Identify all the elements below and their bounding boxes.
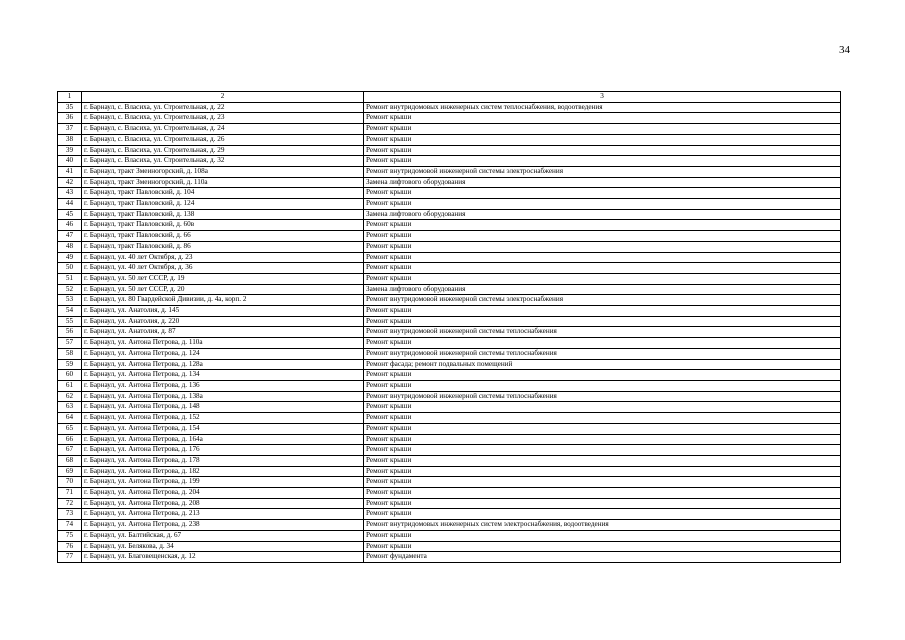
work-type-cell: Ремонт крыши bbox=[364, 370, 841, 381]
work-type-cell: Ремонт крыши bbox=[364, 145, 841, 156]
row-number-cell: 68 bbox=[58, 455, 82, 466]
work-type-cell: Ремонт крыши bbox=[364, 199, 841, 210]
work-type-cell: Ремонт фундамента bbox=[364, 552, 841, 563]
work-type-cell: Ремонт крыши bbox=[364, 306, 841, 317]
row-number-cell: 66 bbox=[58, 434, 82, 445]
table-row bbox=[58, 445, 841, 456]
row-number-cell: 48 bbox=[58, 241, 82, 252]
row-number-cell: 49 bbox=[58, 252, 82, 263]
row-number-cell: 73 bbox=[58, 509, 82, 520]
work-type-cell: Ремонт крыши bbox=[364, 509, 841, 520]
work-type-cell: Ремонт внутридомовой инженерной системы теплоснабжения bbox=[364, 327, 841, 338]
work-type-cell: Ремонт крыши bbox=[364, 316, 841, 327]
row-number-cell: 54 bbox=[58, 306, 82, 317]
address-cell: г. Барнаул, ул. Антона Петрова, д. 213 bbox=[82, 509, 364, 520]
work-type-cell: Ремонт внутридомовых инженерных систем электроснабжения, водоотведения bbox=[364, 520, 841, 531]
row-number-cell: 58 bbox=[58, 348, 82, 359]
address-cell: г. Барнаул, ул. Анатолия, д. 87 bbox=[82, 327, 364, 338]
table-body bbox=[58, 102, 841, 562]
address-cell: г. Барнаул, ул. 40 лет Октября, д. 36 bbox=[82, 263, 364, 274]
address-cell: г. Барнаул, ул. 50 лет СССР, д. 20 bbox=[82, 284, 364, 295]
address-cell: г. Барнаул, тракт Павловский, д. 104 bbox=[82, 188, 364, 199]
work-type-cell: Ремонт крыши bbox=[364, 498, 841, 509]
work-type-cell: Ремонт крыши bbox=[364, 188, 841, 199]
column-number-3: 3 bbox=[364, 92, 841, 103]
table-row bbox=[58, 338, 841, 349]
table-row bbox=[58, 124, 841, 135]
row-number-cell: 76 bbox=[58, 541, 82, 552]
row-number-cell: 46 bbox=[58, 220, 82, 231]
row-number-cell: 52 bbox=[58, 284, 82, 295]
table-row bbox=[58, 509, 841, 520]
address-cell: г. Барнаул, ул. Антона Петрова, д. 176 bbox=[82, 445, 364, 456]
address-cell: г. Барнаул, ул. Антона Петрова, д. 124 bbox=[82, 348, 364, 359]
address-cell: г. Барнаул, с. Власиха, ул. Строительная, д. 24 bbox=[82, 124, 364, 135]
address-cell: г. Барнаул, ул. 40 лет Октября, д. 23 bbox=[82, 252, 364, 263]
work-type-cell: Ремонт крыши bbox=[364, 338, 841, 349]
row-number-cell: 39 bbox=[58, 145, 82, 156]
row-number-cell: 41 bbox=[58, 166, 82, 177]
address-cell: г. Барнаул, ул. 80 Гвардейской Дивизии, д. 4а, корп. 2 bbox=[82, 295, 364, 306]
work-type-cell: Ремонт крыши bbox=[364, 134, 841, 145]
work-type-cell: Ремонт крыши bbox=[364, 413, 841, 424]
row-number-cell: 72 bbox=[58, 498, 82, 509]
work-type-cell: Ремонт крыши bbox=[364, 241, 841, 252]
row-number-cell: 35 bbox=[58, 102, 82, 113]
row-number-cell: 75 bbox=[58, 530, 82, 541]
row-number-cell: 57 bbox=[58, 338, 82, 349]
work-type-cell: Ремонт крыши bbox=[364, 252, 841, 263]
row-number-cell: 47 bbox=[58, 231, 82, 242]
table-row bbox=[58, 423, 841, 434]
address-cell: г. Барнаул, ул. Антона Петрова, д. 164а bbox=[82, 434, 364, 445]
work-type-cell: Ремонт фасада; ремонт подвальных помещений bbox=[364, 359, 841, 370]
table-row bbox=[58, 231, 841, 242]
row-number-cell: 43 bbox=[58, 188, 82, 199]
row-number-cell: 50 bbox=[58, 263, 82, 274]
address-cell: г. Барнаул, тракт Павловский, д. 124 bbox=[82, 199, 364, 210]
address-cell: г. Барнаул, с. Власиха, ул. Строительная, д. 29 bbox=[82, 145, 364, 156]
work-type-cell: Ремонт внутридомовой инженерной системы электроснабжения bbox=[364, 166, 841, 177]
table-row bbox=[58, 455, 841, 466]
work-type-cell: Ремонт крыши bbox=[364, 220, 841, 231]
address-cell: г. Барнаул, ул. Антона Петрова, д. 110а bbox=[82, 338, 364, 349]
table-row bbox=[58, 316, 841, 327]
table-row bbox=[58, 306, 841, 317]
work-type-cell: Ремонт крыши bbox=[364, 402, 841, 413]
work-type-cell: Ремонт крыши bbox=[364, 477, 841, 488]
address-cell: г. Барнаул, ул. Антона Петрова, д. 148 bbox=[82, 402, 364, 413]
work-type-cell: Ремонт внутридомовой инженерной системы электроснабжения bbox=[364, 295, 841, 306]
work-type-cell: Ремонт крыши bbox=[364, 263, 841, 274]
row-number-cell: 36 bbox=[58, 113, 82, 124]
address-cell: г. Барнаул, ул. Балтийская, д. 67 bbox=[82, 530, 364, 541]
table-row bbox=[58, 188, 841, 199]
address-cell: г. Барнаул, ул. Благовещенская, д. 12 bbox=[82, 552, 364, 563]
address-cell: г. Барнаул, ул. Антона Петрова, д. 182 bbox=[82, 466, 364, 477]
table-row bbox=[58, 241, 841, 252]
address-cell: г. Барнаул, тракт Павловский, д. 66 bbox=[82, 231, 364, 242]
row-number-cell: 65 bbox=[58, 423, 82, 434]
row-number-cell: 67 bbox=[58, 445, 82, 456]
table-row bbox=[58, 252, 841, 263]
row-number-cell: 44 bbox=[58, 199, 82, 210]
table-row bbox=[58, 199, 841, 210]
row-number-cell: 60 bbox=[58, 370, 82, 381]
address-cell: г. Барнаул, тракт Павловский, д. 138 bbox=[82, 209, 364, 220]
table-row bbox=[58, 391, 841, 402]
work-type-cell: Ремонт внутридомовых инженерных систем теплоснабжения, водоотведения bbox=[364, 102, 841, 113]
row-number-cell: 42 bbox=[58, 177, 82, 188]
address-cell: г. Барнаул, ул. 50 лет СССР, д. 19 bbox=[82, 273, 364, 284]
table-row bbox=[58, 477, 841, 488]
table-row bbox=[58, 488, 841, 499]
work-type-cell: Замена лифтового оборудования bbox=[364, 284, 841, 295]
work-type-cell: Ремонт крыши bbox=[364, 434, 841, 445]
column-number-1: 1 bbox=[58, 92, 82, 103]
table-row bbox=[58, 209, 841, 220]
work-type-cell: Ремонт крыши bbox=[364, 455, 841, 466]
table-row bbox=[58, 220, 841, 231]
row-number-cell: 40 bbox=[58, 156, 82, 167]
table-row bbox=[58, 177, 841, 188]
row-number-cell: 38 bbox=[58, 134, 82, 145]
repair-registry-table bbox=[57, 91, 841, 563]
address-cell: г. Барнаул, ул. Антона Петрова, д. 178 bbox=[82, 455, 364, 466]
table-row bbox=[58, 295, 841, 306]
table-row bbox=[58, 284, 841, 295]
table-row bbox=[58, 102, 841, 113]
work-type-cell: Ремонт крыши bbox=[364, 113, 841, 124]
address-cell: г. Барнаул, тракт Павловский, д. 86 bbox=[82, 241, 364, 252]
address-cell: г. Барнаул, ул. Антона Петрова, д. 134 bbox=[82, 370, 364, 381]
work-type-cell: Ремонт внутридомовой инженерной системы теплоснабжения bbox=[364, 348, 841, 359]
address-cell: г. Барнаул, тракт Павловский, д. 60в bbox=[82, 220, 364, 231]
table-row bbox=[58, 156, 841, 167]
address-cell: г. Барнаул, ул. Анатолия, д. 220 bbox=[82, 316, 364, 327]
address-cell: г. Барнаул, ул. Антона Петрова, д. 154 bbox=[82, 423, 364, 434]
address-cell: г. Барнаул, ул. Белякова, д. 34 bbox=[82, 541, 364, 552]
work-type-cell: Ремонт крыши bbox=[364, 273, 841, 284]
address-cell: г. Барнаул, ул. Антона Петрова, д. 204 bbox=[82, 488, 364, 499]
work-type-cell: Замена лифтового оборудования bbox=[364, 209, 841, 220]
row-number-cell: 69 bbox=[58, 466, 82, 477]
row-number-cell: 77 bbox=[58, 552, 82, 563]
table-row bbox=[58, 413, 841, 424]
work-type-cell: Ремонт крыши bbox=[364, 231, 841, 242]
table-row bbox=[58, 263, 841, 274]
work-type-cell: Ремонт крыши bbox=[364, 156, 841, 167]
table-row bbox=[58, 530, 841, 541]
work-type-cell: Ремонт крыши bbox=[364, 541, 841, 552]
table-row bbox=[58, 273, 841, 284]
row-number-cell: 74 bbox=[58, 520, 82, 531]
work-type-cell: Ремонт крыши bbox=[364, 466, 841, 477]
table-row bbox=[58, 541, 841, 552]
table-row bbox=[58, 327, 841, 338]
table-row bbox=[58, 134, 841, 145]
address-cell: г. Барнаул, ул. Антона Петрова, д. 128а bbox=[82, 359, 364, 370]
address-cell: г. Барнаул, с. Власиха, ул. Строительная, д. 32 bbox=[82, 156, 364, 167]
address-cell: г. Барнаул, ул. Анатолия, д. 145 bbox=[82, 306, 364, 317]
table-row bbox=[58, 113, 841, 124]
address-cell: г. Барнаул, тракт Змеиногорский, д. 110а bbox=[82, 177, 364, 188]
address-cell: г. Барнаул, ул. Антона Петрова, д. 152 bbox=[82, 413, 364, 424]
table-row bbox=[58, 145, 841, 156]
work-type-cell: Замена лифтового оборудования bbox=[364, 177, 841, 188]
address-cell: г. Барнаул, ул. Антона Петрова, д. 136 bbox=[82, 380, 364, 391]
column-number-row bbox=[58, 92, 841, 103]
row-number-cell: 51 bbox=[58, 273, 82, 284]
row-number-cell: 37 bbox=[58, 124, 82, 135]
row-number-cell: 62 bbox=[58, 391, 82, 402]
row-number-cell: 64 bbox=[58, 413, 82, 424]
column-number-2: 2 bbox=[82, 92, 364, 103]
address-cell: г. Барнаул, ул. Антона Петрова, д. 208 bbox=[82, 498, 364, 509]
address-cell: г. Барнаул, с. Власиха, ул. Строительная, д. 23 bbox=[82, 113, 364, 124]
table-row bbox=[58, 166, 841, 177]
table-row bbox=[58, 348, 841, 359]
work-type-cell: Ремонт крыши bbox=[364, 530, 841, 541]
row-number-cell: 53 bbox=[58, 295, 82, 306]
table-row bbox=[58, 370, 841, 381]
row-number-cell: 70 bbox=[58, 477, 82, 488]
work-type-cell: Ремонт крыши bbox=[364, 423, 841, 434]
address-cell: г. Барнаул, тракт Змеиногорский, д. 108а bbox=[82, 166, 364, 177]
page-number: 34 bbox=[839, 44, 850, 56]
work-type-cell: Ремонт крыши bbox=[364, 488, 841, 499]
row-number-cell: 61 bbox=[58, 380, 82, 391]
table-row bbox=[58, 380, 841, 391]
table-row bbox=[58, 466, 841, 477]
work-type-cell: Ремонт крыши bbox=[364, 445, 841, 456]
address-cell: г. Барнаул, ул. Антона Петрова, д. 138а bbox=[82, 391, 364, 402]
table-row bbox=[58, 359, 841, 370]
row-number-cell: 63 bbox=[58, 402, 82, 413]
address-cell: г. Барнаул, ул. Антона Петрова, д. 238 bbox=[82, 520, 364, 531]
row-number-cell: 55 bbox=[58, 316, 82, 327]
table-row bbox=[58, 434, 841, 445]
address-cell: г. Барнаул, с. Власиха, ул. Строительная, д. 26 bbox=[82, 134, 364, 145]
work-type-cell: Ремонт крыши bbox=[364, 124, 841, 135]
table-row bbox=[58, 402, 841, 413]
row-number-cell: 59 bbox=[58, 359, 82, 370]
address-cell: г. Барнаул, ул. Антона Петрова, д. 199 bbox=[82, 477, 364, 488]
row-number-cell: 71 bbox=[58, 488, 82, 499]
table-row bbox=[58, 552, 841, 563]
row-number-cell: 56 bbox=[58, 327, 82, 338]
row-number-cell: 45 bbox=[58, 209, 82, 220]
table-row bbox=[58, 520, 841, 531]
table-row bbox=[58, 498, 841, 509]
address-cell: г. Барнаул, с. Власиха, ул. Строительная, д. 22 bbox=[82, 102, 364, 113]
work-type-cell: Ремонт крыши bbox=[364, 380, 841, 391]
work-type-cell: Ремонт внутридомовой инженерной системы теплоснабжения bbox=[364, 391, 841, 402]
